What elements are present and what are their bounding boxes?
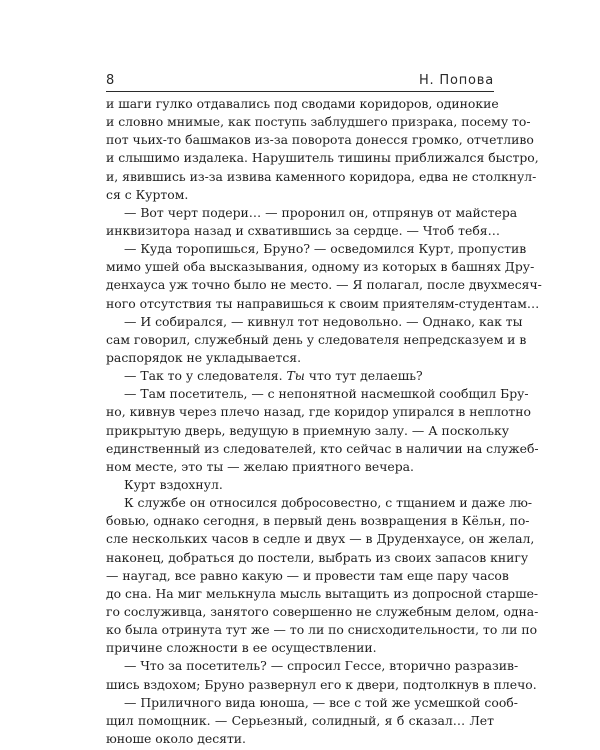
text-line: — Вот черт подери… — проронил он, отпрянув от майстера [124,204,518,220]
text-line: ном месте, это ты — желаю приятного вечера. [106,458,414,474]
text-line: денхауса уж точно было не место. — Я полагал, после двухмесяч- [106,277,542,293]
text-line: — Приличного вида юноша, — все с той же усмешкой сооб- [124,694,518,710]
text-line: распорядок не укладывается. [106,349,302,365]
text-line: юноше около десяти. [106,730,246,746]
text-line: причине сложности в ее осуществлении. [106,640,377,656]
page-number: 8 [106,73,116,88]
text-line: и слышимо издалека. Нарушитель тишины приближался быстро, [106,150,539,166]
text-line: К службе он относился добросовестно, с тщанием и даже лю- [124,495,533,511]
text-line: — Что за посетитель? — спросил Гессе, вторично разразив- [124,658,519,674]
text-line: ся с Куртом. [106,186,189,202]
text-line: прикрытую дверь, ведущую в приемную залу. — А поскольку [106,422,510,438]
text-line: Курт вздохнул. [124,476,223,492]
running-author: Н. Попова [418,73,494,88]
text-line: — Так то у следователя. Ты что тут делаешь? [124,368,423,384]
text-line: до сна. На миг мелькнула мысль вытащить из допросной старше- [106,585,539,601]
text-line: сам говорил, служебный день у следователя непредсказуем и в [106,331,527,347]
text-line: ко была отринута тут же — то ли по снисходительности, то ли по [106,622,538,638]
text-line: но, кивнув через плечо назад, где коридор упирался в неплотно [106,404,531,420]
text-line: — И собирался, — кивнул тот недовольно. — Однако, как ты [124,313,523,329]
text-line: — наугад, все равно какую — и провести там еще пару часов [106,567,509,583]
text-line: и, явившись из-за извива каменного коридора, едва не столкнул- [106,168,537,184]
text-line: мимо ушей оба высказывания, одному из которых в башнях Дру- [106,259,535,275]
text-line: инквизитора назад и схватившись за сердце. — Чтоб тебя… [106,222,500,238]
text-line: шись вздохом; Бруно развернул его к двери, подтолкнув в плечо. [106,676,537,692]
running-header [106,64,494,92]
text-line: единственный из следователей, кто сейчас в наличии на служеб- [106,440,539,456]
text-line: бовью, однако сегодня, в первый день возвращения в Кёльн, по- [106,513,530,529]
text-line: пот чьих-то башмаков из-за поворота донесся громко, отчетливо [106,132,534,148]
text-line: и словно мнимые, как поступь заблудшего призрака, посему то- [106,114,531,130]
text-line: го сослуживца, занятого совершенно не служебным делом, одна- [106,603,539,619]
text-line: сле нескольких часов в седле и двух — в Друденхаусе, он желал, [106,531,535,547]
text-line: — Куда торопишься, Бруно? — осведомился Курт, пропустив [124,241,527,257]
text-line: и шаги гулко отдавались под сводами коридоров, одинокие [106,96,499,111]
text-line: наконец, добраться до постели, выбрать из своих запасов книгу [106,549,529,565]
text-line: — Там посетитель, — с непонятной насмешкой сообщил Бру- [124,386,529,402]
body-text [106,95,542,748]
text-line: ного отсутствия ты направишься к своим приятелям-студентам… [106,295,540,311]
text-line: щил помощник. — Серьезный, солидный, я б сказал… Лет [106,712,494,728]
